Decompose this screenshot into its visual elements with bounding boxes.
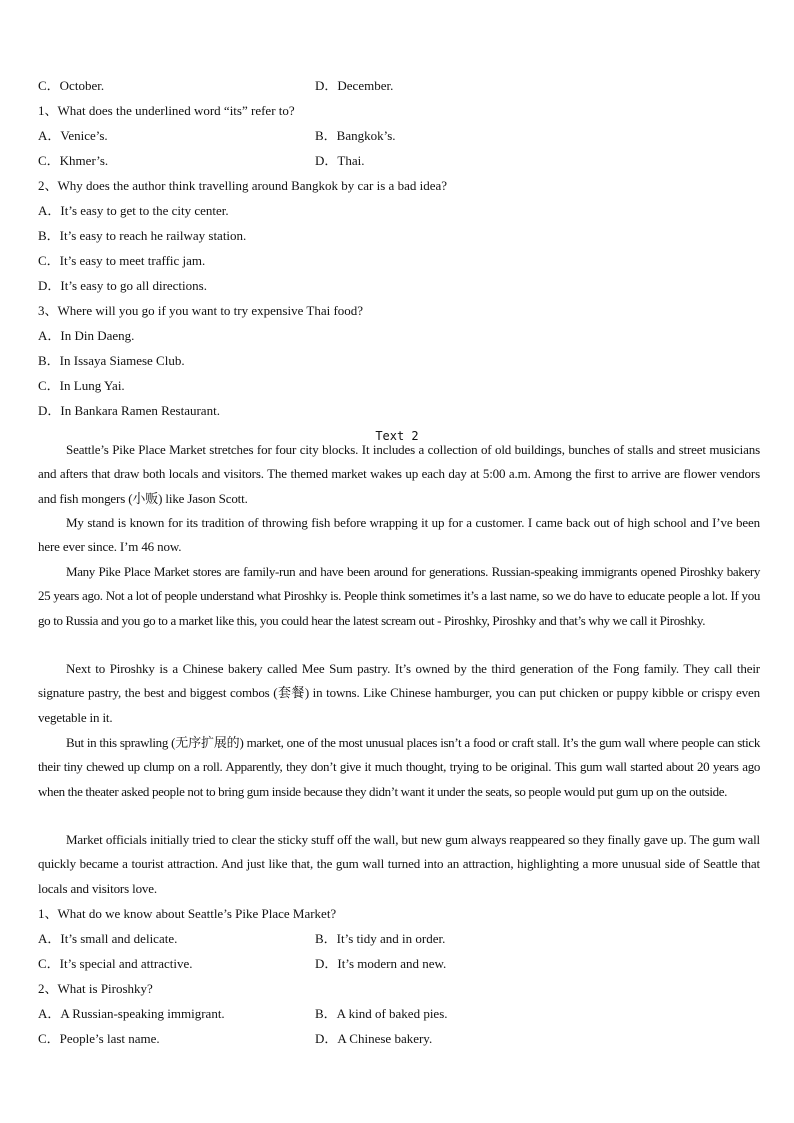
section-heading: Text 2 bbox=[375, 429, 419, 443]
option-a: A．In Din Daeng. bbox=[38, 328, 135, 343]
question-stem: 2、Why does the author think travelling around Bangkok by car is a bad idea? bbox=[38, 178, 448, 193]
question-stem: 3、Where will you go if you want to try expensive Thai food? bbox=[38, 303, 364, 318]
question-stem: 2、What is Piroshky? bbox=[38, 981, 153, 996]
question-stem: 1、What does the underlined word “its” refer to? bbox=[38, 103, 295, 118]
option-d: D．It’s modern and new. bbox=[315, 956, 447, 971]
option-c: C．October. bbox=[38, 78, 105, 93]
option-c: C．It’s easy to meet traffic jam. bbox=[38, 253, 206, 268]
question-stem: 1、What do we know about Seattle’s Pike Place Market? bbox=[38, 906, 337, 921]
option-c: C．In Lung Yai. bbox=[38, 378, 125, 393]
option-c: C．People’s last name. bbox=[38, 1031, 160, 1046]
option-d: D．It’s easy to go all directions. bbox=[38, 278, 207, 293]
paragraph: Next to Piroshky is a Chinese bakery called Mee Sum pastry. It’s owned by the third generation of the Fong family. They call their signature pastry, the best and biggest combos (套餐) in towns. Like Chinese hamburger, you can put chicken or puppy kibble or crispy even vegetable in it. bbox=[38, 661, 760, 725]
option-b: B．A kind of baked pies. bbox=[315, 1006, 448, 1021]
option-d: D．In Bankara Ramen Restaurant. bbox=[38, 403, 220, 418]
option-a: A．It’s easy to get to the city center. bbox=[38, 203, 229, 218]
option-d: D．A Chinese bakery. bbox=[315, 1031, 433, 1046]
option-d: D．December. bbox=[315, 78, 394, 93]
paragraph: Market officials initially tried to clear the sticky stuff off the wall, but new gum always reappeared so they finally gave up. The gum wall quickly became a tourist attraction. And just like that, the gum wall turned into an attraction, highlighting a more unusual side of Seattle that locals and visitors love. bbox=[38, 832, 760, 896]
paragraph: But in this sprawling (无序扩展的) market, one of the most unusual places isn’t a food or craft stall. It’s the gum wall where people can stick their tiny chewed up clump on a roll. Apparently, they don’t give it much thought, trying to be original. This gum wall started about 20 years ago when the theater asked people not to bring gum inside because they didn’t want it under the seats, so people would put gum up on the outside. bbox=[38, 735, 760, 799]
option-b: B．It’s tidy and in order. bbox=[315, 931, 446, 946]
option-b: B．Bangkok’s. bbox=[315, 128, 396, 143]
option-d: D．Thai. bbox=[315, 153, 365, 168]
option-a: A．Venice’s. bbox=[38, 128, 108, 143]
option-b: B．In Issaya Siamese Club. bbox=[38, 353, 185, 368]
paragraph: Many Pike Place Market stores are family-run and have been around for generations. Russian-speaking immigrants opened Piroshky bakery 25 years ago. Not a lot of people understand what Piroshky is. People think sometimes it’s a last name, so we do have to educate people a lot. If you go to Russia and you go to a market like this, you could hear the latest scream out - Piroshky, Piroshky and that’s why we call it Piroshky. bbox=[38, 564, 760, 628]
option-a: A．A Russian-speaking immigrant. bbox=[38, 1006, 225, 1021]
paragraph: My stand is known for its tradition of throwing fish before wrapping it up for a customer. I came back out of high school and I’ve been here ever since. I’m 46 now. bbox=[38, 515, 760, 555]
option-b: B．It’s easy to reach he railway station. bbox=[38, 228, 247, 243]
option-c: C．It’s special and attractive. bbox=[38, 956, 193, 971]
option-a: A．It’s small and delicate. bbox=[38, 931, 178, 946]
paragraph: Seattle’s Pike Place Market stretches for four city blocks. It includes a collection of old buildings, bunches of stalls and street musicians and afters that draw both locals and visitors. The themed market wakes up each day at 5:00 a.m. Among the first to arrive are flower vendors and fish mongers (小贩) like Jason Scott. bbox=[38, 442, 760, 506]
option-c: C．Khmer’s. bbox=[38, 153, 109, 168]
